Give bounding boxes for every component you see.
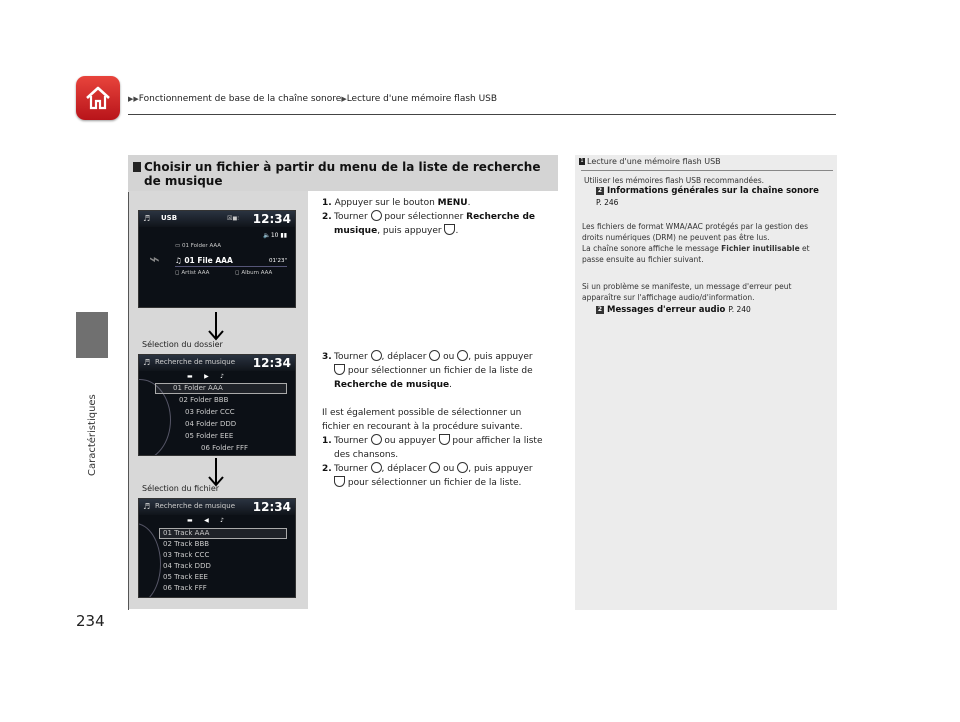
step-3: 3. Tourner , déplacer ou , puis appuyer pour sélectionner un fichier de la liste de Recherche de musique. — [322, 352, 533, 390]
dial-press-icon — [334, 364, 345, 375]
list-item[interactable]: 03 Track CCC — [163, 551, 210, 559]
alt-step-2: 2. Tourner , déplacer ou , puis appuyer pour sélectionner un fichier de la liste. — [322, 464, 533, 488]
dial-rotate-icon — [371, 434, 382, 445]
music-note-icon: ♬ — [143, 214, 151, 223]
breadcrumb-link-audio-basics[interactable]: Fonctionnement de base de la chaîne sonore — [138, 94, 342, 104]
move-right-icon — [457, 350, 468, 361]
screen-title: USB — [161, 214, 178, 222]
down-arrow-icon — [206, 310, 226, 342]
caption-file-select: Sélection du fichier — [142, 484, 220, 493]
section-marker-icon — [133, 162, 141, 172]
note-p3: La chaîne sonore affiche le message Fichier inutilisable et passe ensuite au fichier suivant. — [582, 244, 810, 264]
track-list-screen — [138, 498, 296, 598]
sidebar-label: Caractéristiques — [87, 394, 98, 476]
dial-rotate-icon — [371, 210, 382, 221]
caption-folder-select: Sélection du dossier — [142, 340, 223, 349]
album-row: ◻ Album AAA — [235, 270, 273, 276]
list-item[interactable]: 01 Track AAA — [163, 529, 210, 537]
xref-arrow-icon: 2 — [597, 186, 603, 194]
view-tabs: ▬ ◀ ♪ — [187, 517, 224, 524]
xref-arrow-icon: 2 — [597, 305, 603, 313]
list-item[interactable]: 06 Track FFF — [163, 584, 207, 592]
note-p1: Utiliser les mémoires flash USB recommandées. — [584, 176, 765, 185]
list-item[interactable]: 03 Folder CCC — [185, 408, 235, 416]
xref-audio-errors[interactable]: 2 Messages d'erreur audio P. 240 — [597, 305, 751, 315]
list-item[interactable]: 01 Folder AAA — [173, 384, 223, 392]
section-title: Choisir un fichier à partir du menu de la liste de recherche de musique — [144, 160, 541, 188]
list-item[interactable]: 04 Track DDD — [163, 562, 211, 570]
screen-title: Recherche de musique — [155, 358, 235, 366]
home-button[interactable] — [76, 76, 120, 120]
dial-press-icon — [444, 224, 455, 235]
list-item[interactable]: 02 Track BBB — [163, 540, 210, 548]
dial-rotate-icon — [371, 462, 382, 473]
dial-press-icon — [334, 476, 345, 487]
note-marker-icon: 1 — [580, 158, 584, 164]
note-p4: Si un problème se manifeste, un message d'erreur peut apparaître sur l'affichage audio/d'information. — [582, 282, 792, 302]
folder-row: ▭ 01 Folder AAA — [175, 243, 222, 249]
status-icons: ☒◼⫶ — [227, 215, 239, 222]
sidebar-tab[interactable] — [76, 312, 108, 358]
home-icon — [84, 84, 112, 112]
elapsed-time: 01'23" — [269, 258, 288, 264]
notes-title: 1 Lecture d'une mémoire flash USB — [580, 157, 721, 166]
breadcrumb-current: Lecture d'une mémoire flash USB — [346, 94, 498, 104]
screen-title: Recherche de musique — [155, 502, 235, 510]
alt-step-1: 1. Tourner ou appuyer pour afficher la liste des chansons. — [322, 436, 543, 460]
step-1: 1. Appuyer sur le bouton MENU. — [322, 198, 471, 208]
header-rule — [128, 114, 836, 115]
clock: 12:34 — [252, 356, 291, 370]
list-item[interactable]: 05 Folder EEE — [185, 432, 234, 440]
step-2: 2. Tourner pour sélectionner Recherche de musique, puis appuyer . — [322, 212, 535, 236]
usb-screen — [138, 210, 296, 308]
move-right-icon — [457, 462, 468, 473]
dial-rotate-icon — [371, 350, 382, 361]
artist-row: ◻ Artist AAA — [175, 270, 210, 276]
clock: 12:34 — [252, 500, 291, 514]
list-item[interactable]: 06 Folder FFF — [201, 444, 249, 452]
list-item[interactable]: 02 Folder BBB — [179, 396, 229, 404]
file-row: ♫ 01 File AAA — [175, 256, 233, 265]
progress-bar — [175, 266, 287, 267]
dial-press-icon — [439, 434, 450, 445]
music-note-icon: ♬ — [143, 358, 151, 367]
list-item[interactable]: 05 Track EEE — [163, 573, 208, 581]
view-tabs: ▬ ▶ ♪ — [187, 373, 224, 380]
breadcrumb: ▶▶Fonctionnement de base de la chaîne sonore▶Lecture d'une mémoire flash USB — [128, 94, 498, 104]
column-rule — [128, 192, 129, 610]
clock: 12:34 — [252, 212, 291, 226]
alternative-intro: Il est également possible de sélectionner un fichier en recourant à la procédure suivante. — [322, 408, 523, 432]
note-p2: Les fichiers de format WMA/AAC protégés par la gestion des droits numériques (DRM) ne peuvent pas être lus. — [582, 222, 808, 242]
folder-list-screen — [138, 354, 296, 456]
volume-level: 🔈10 ▮▮ — [263, 232, 287, 239]
move-left-icon — [429, 350, 440, 361]
move-left-icon — [429, 462, 440, 473]
notes-rule — [581, 170, 833, 171]
music-note-icon: ♬ — [143, 502, 151, 511]
page-number: 234 — [76, 612, 105, 630]
usb-icon: ⌁ — [149, 249, 160, 270]
section-heading — [128, 155, 558, 191]
list-item[interactable]: 04 Folder DDD — [185, 420, 237, 428]
xref-audio-info[interactable]: 2 Informations générales sur la chaîne sonore P. 246 — [596, 186, 819, 207]
